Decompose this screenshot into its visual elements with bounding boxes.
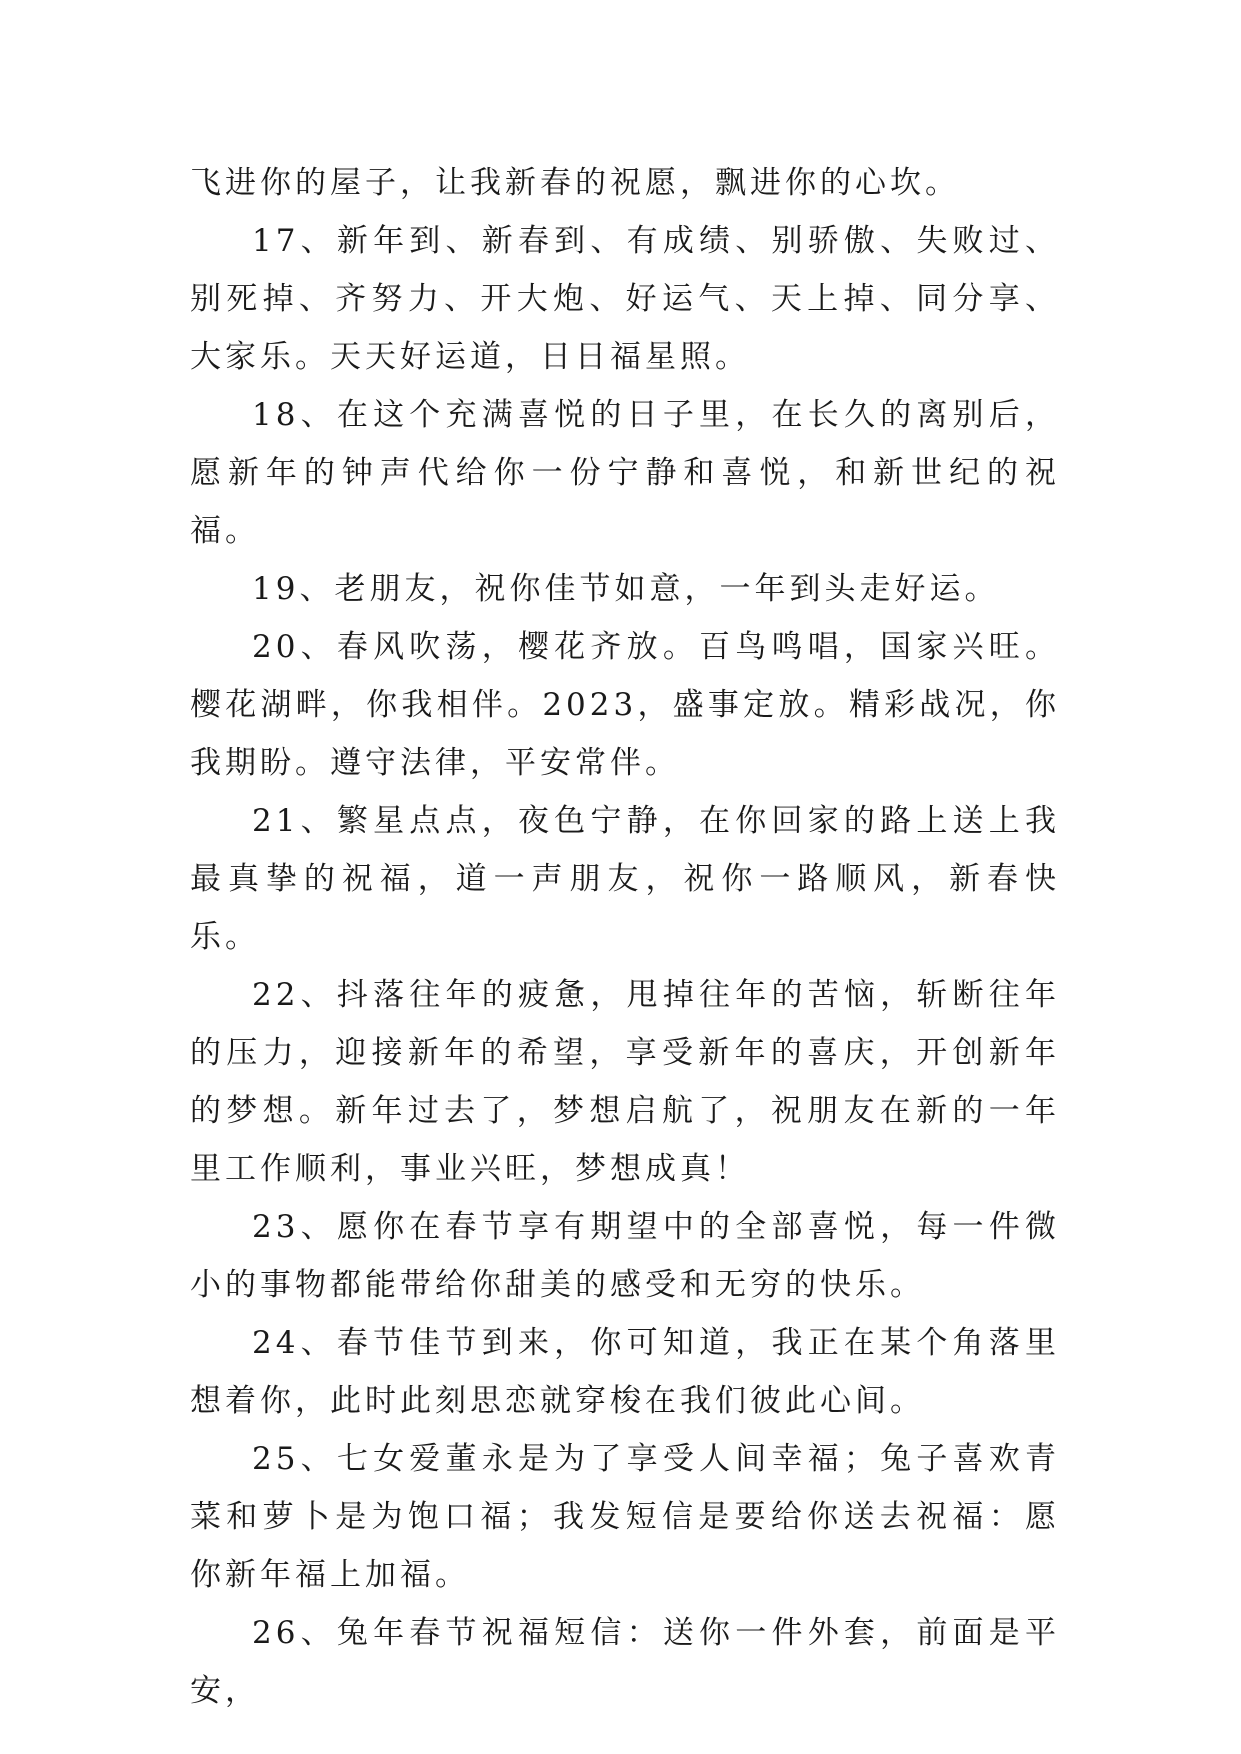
- paragraph-20: 20、春风吹荡，樱花齐放。百鸟鸣唱，国家兴旺。樱花湖畔，你我相伴。2023，盛事定放。精彩战况，你我期盼。遵守法律，平安常伴。: [190, 629, 1060, 781]
- document-body: [190, 154, 1060, 1720]
- paragraph-22: 22、抖落往年的疲惫，甩掉往年的苦恼，斩断往年的压力，迎接新年的希望，享受新年的喜庆，开创新年的梦想。新年过去了，梦想启航了，祝朋友在新的一年里工作顺利，事业兴旺，梦想成真！: [190, 977, 1060, 1187]
- paragraph-21: 21、繁星点点，夜色宁静，在你回家的路上送上我最真挚的祝福，道一声朋友，祝你一路顺风，新春快乐。: [190, 803, 1060, 955]
- paragraph-continuation: 飞进你的屋子，让我新春的祝愿，飘进你的心坎。: [190, 165, 960, 201]
- paragraph-19: 19、老朋友，祝你佳节如意，一年到头走好运。: [252, 571, 1000, 607]
- paragraph-18: 18、在这个充满喜悦的日子里，在长久的离别后，愿新年的钟声代给你一份宁静和喜悦，和新世纪的祝福。: [190, 397, 1060, 549]
- paragraph-25: 25、七女爱董永是为了享受人间幸福；兔子喜欢青菜和萝卜是为饱口福；我发短信是要给你送去祝福：愿你新年福上加福。: [190, 1441, 1060, 1593]
- paragraph-24: 24、春节佳节到来，你可知道，我正在某个角落里想着你，此时此刻思恋就穿梭在我们彼此心间。: [190, 1325, 1060, 1419]
- paragraph-23: 23、愿你在春节享有期望中的全部喜悦，每一件微小的事物都能带给你甜美的感受和无穷的快乐。: [190, 1209, 1060, 1303]
- paragraph-17: 17、新年到、新春到、有成绩、别骄傲、失败过、别死掉、齐努力、开大炮、好运气、天上掉、同分享、大家乐。天天好运道，日日福星照。: [190, 223, 1060, 375]
- paragraph-26: 26、兔年春节祝福短信：送你一件外套，前面是平安，: [190, 1615, 1060, 1709]
